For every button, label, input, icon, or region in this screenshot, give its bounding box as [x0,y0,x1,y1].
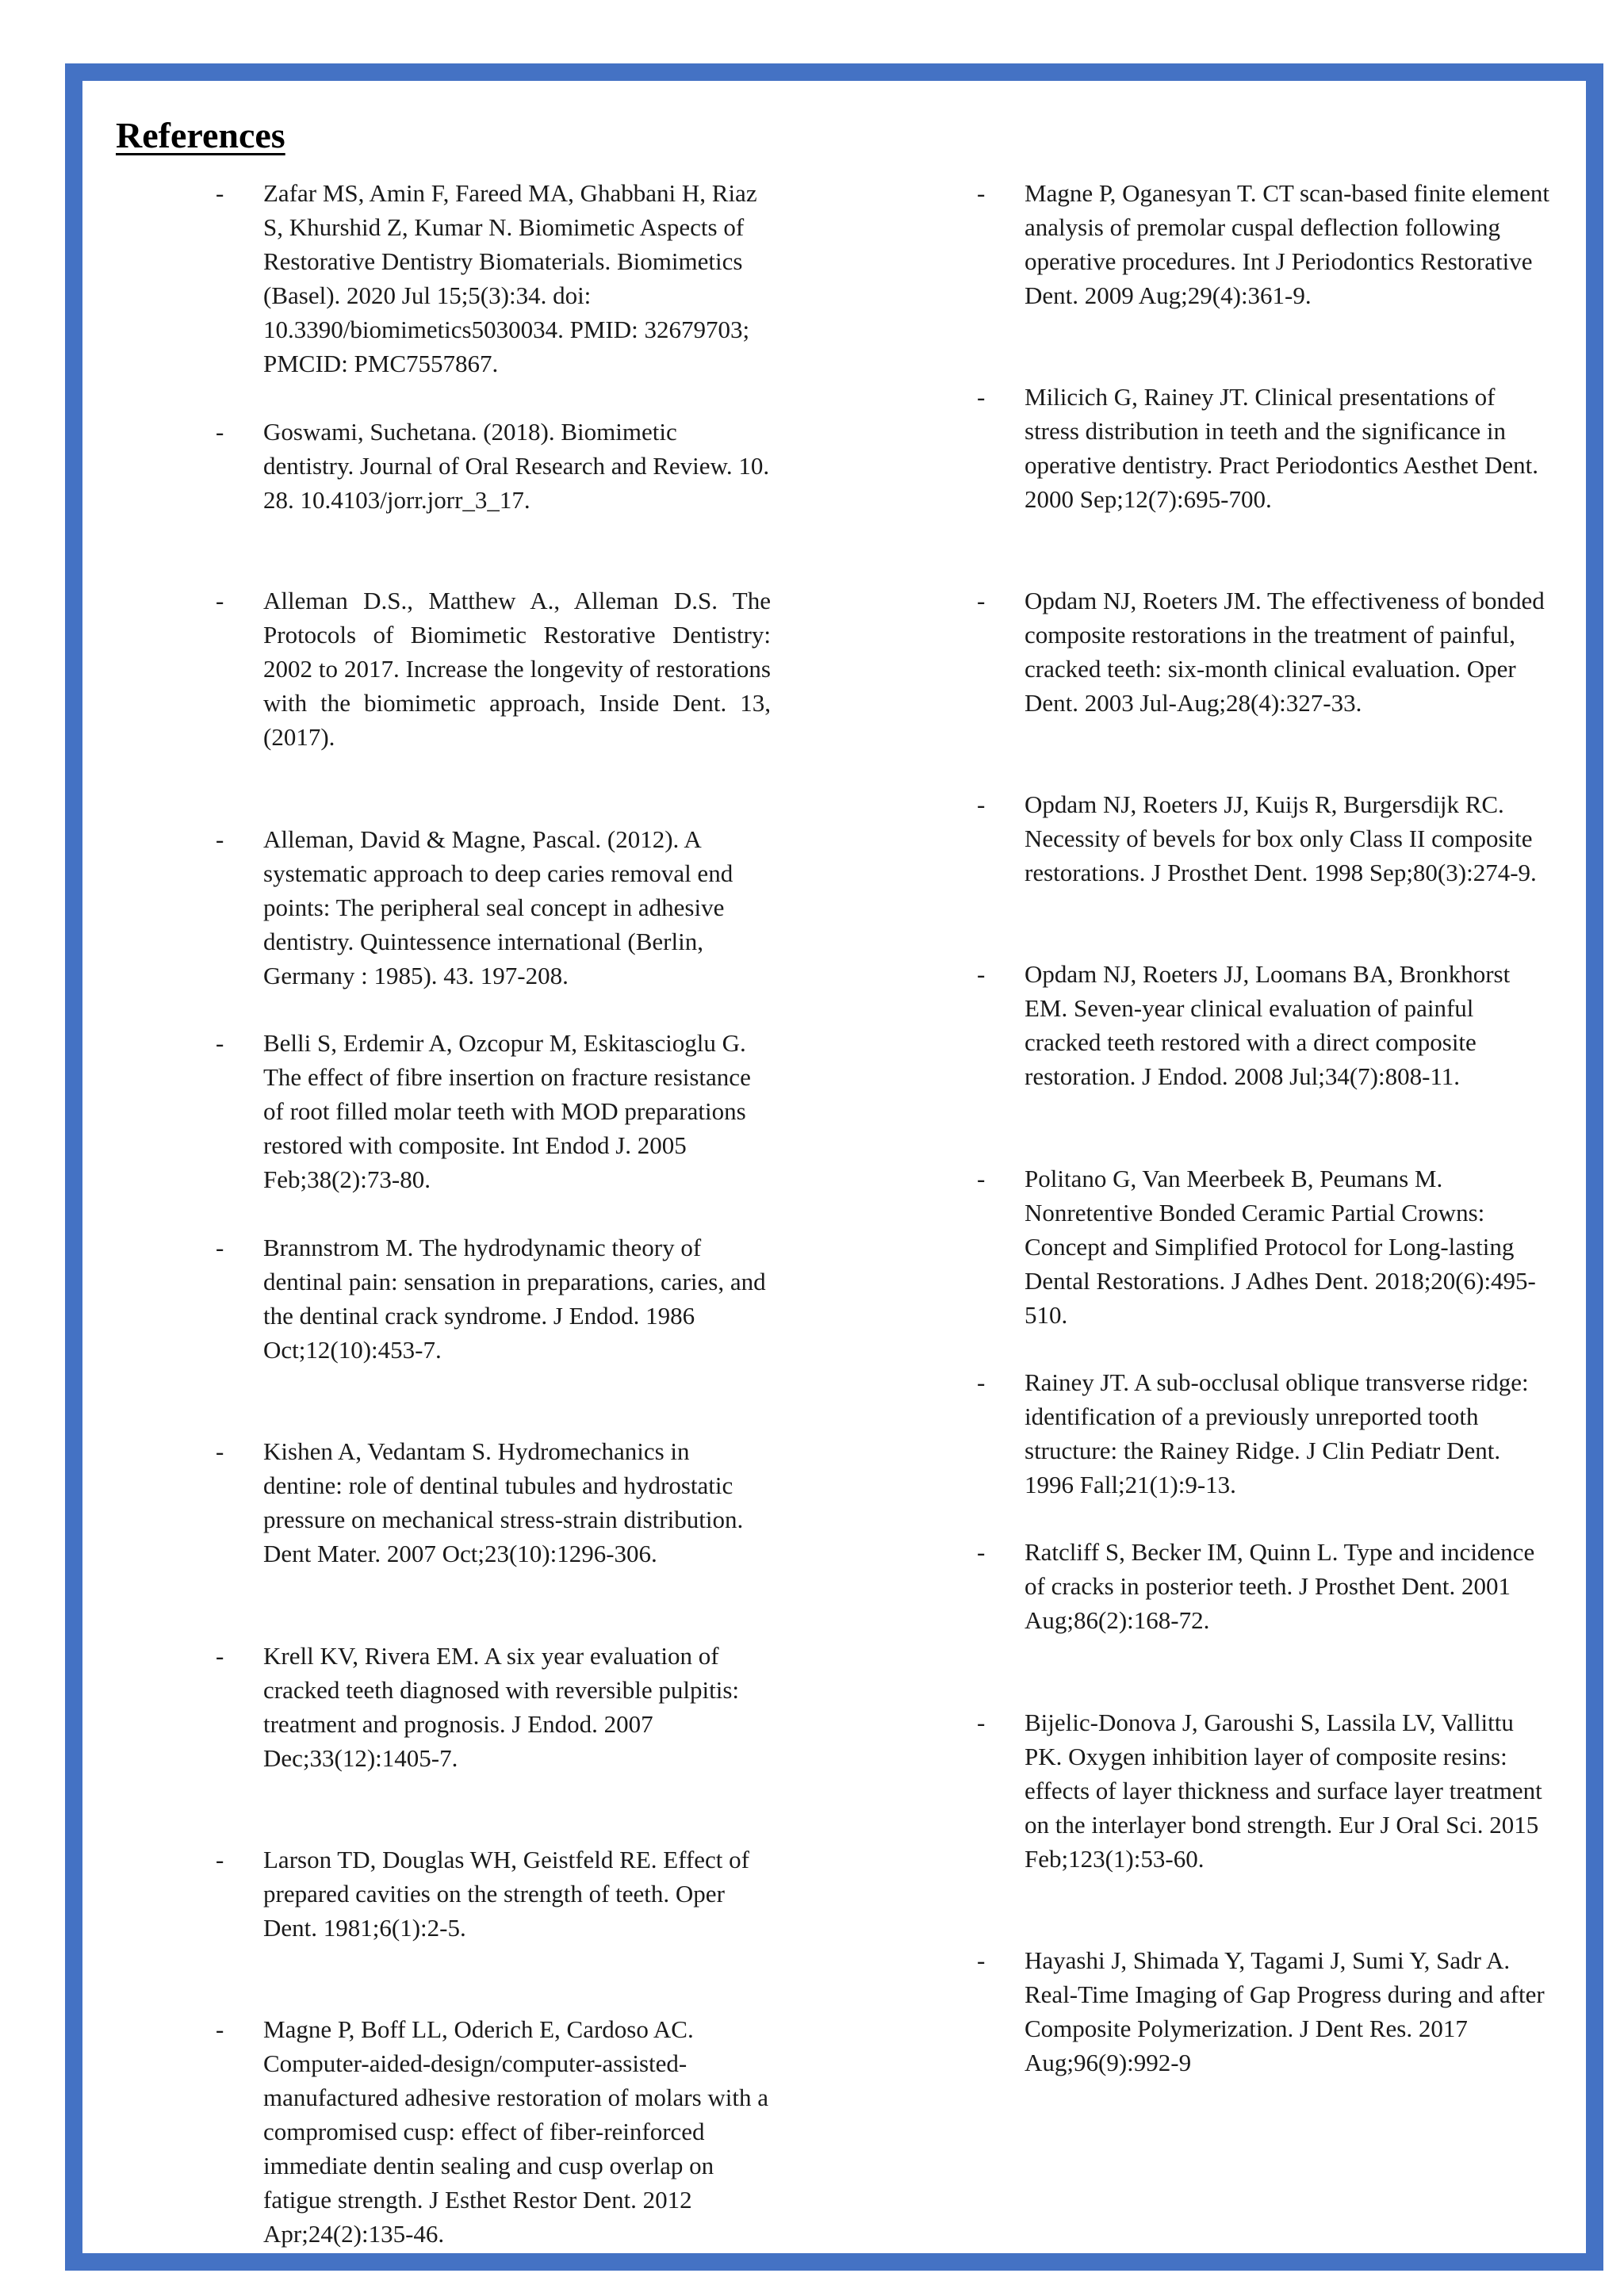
page-border-frame [65,63,1603,2271]
list-dash: - [216,1029,224,1057]
reference-text: Hayashi J, Shimada Y, Tagami J, Sumi Y, Sadr A. Real-Time Imaging of Gap Progress during and after Composite Polymerization. J Dent Res. 2017 Aug;96(9):992-9 [1025,1946,1545,2076]
list-dash: - [216,1642,224,1670]
reference-text: Brannstrom M. The hydrodynamic theory of dentinal pain: sensation in preparations, caries, and the dentinal crack syndrome. J Endod. 1986 Oct;12(10):453-7. [263,1234,766,1364]
reference-text: Krell KV, Rivera EM. A six year evaluation of cracked teeth diagnosed with reversible pulpitis: treatment and prognosis. J Endod. 2007 Dec;33(12):1405-7. [263,1642,740,1772]
reference-text: Magne P, Oganesyan T. CT scan-based finite element analysis of premolar cuspal deflection following operative procedures. Int J Periodontics Restorative Dent. 2009 Aug;29(4):361-9. [1025,179,1550,309]
list-dash: - [216,179,224,207]
reference-text: Politano G, Van Meerbeek B, Peumans M. Nonretentive Bonded Ceramic Partial Crowns: Concept and Simplified Protocol for Long-lasting Dental Restorations. J Adhes Dent. 2018;20(6):495-510. [1025,1165,1536,1329]
reference-text: Kishen A, Vedantam S. Hydromechanics in dentine: role of dentinal tubules and hydrostatic pressure on mechanical stress-strain distribution. Dent Mater. 2007 Oct;23(10):1296-306. [263,1437,744,1567]
list-dash: - [977,1165,986,1192]
list-dash: - [977,179,986,207]
reference-text: Alleman, David & Magne, Pascal. (2012). A systematic approach to deep caries removal end points: The peripheral seal concept in adhesive dentistry. Quintessence international (Berlin, Germany : 1985). 43. 197-208. [263,825,733,989]
list-dash: - [977,1709,986,1736]
reference-text: Alleman D.S., Matthew A., Alleman D.S. The Protocols of Biomimetic Restorative Dentistry: 2002 to 2017. Increase the longevity of restorations with the biomimetic approach, Inside Dent. 13, (2017). [263,587,771,751]
list-dash: - [216,1234,224,1261]
list-dash: - [216,2015,224,2043]
reference-text: Goswami, Suchetana. (2018). Biomimetic dentistry. Journal of Oral Research and Review. 10. 28. 10.4103/jorr.jorr_3_17. [263,418,770,514]
reference-text: Ratcliff S, Becker IM, Quinn L. Type and incidence of cracks in posterior teeth. J Prosthet Dent. 2001 Aug;86(2):168-72. [1025,1538,1535,1634]
list-dash: - [977,587,986,614]
list-dash: - [977,383,986,411]
references-right-column [977,176,1553,2253]
reference-text: Opdam NJ, Roeters JJ, Loomans BA, Bronkhorst EM. Seven-year clinical evaluation of painful cracked teeth restored with a direct composite restoration. J Endod. 2008 Jul;34(7):808-11. [1025,960,1511,1090]
reference-text: Rainey JT. A sub-occlusal oblique transverse ridge: identification of a previously unreported tooth structure: the Rainey Ridge. J Clin Pediatr Dent. 1996 Fall;21(1):9-13. [1025,1368,1529,1498]
list-dash: - [977,790,986,818]
reference-text: Bijelic-Donova J, Garoushi S, Lassila LV, Vallittu PK. Oxygen inhibition layer of composite resins: effects of layer thickness and surface layer treatment on the interlayer bond strength. Eur J Oral Sci. 2015 Feb;123(1):53-60. [1025,1709,1542,1873]
list-dash: - [977,1538,986,1566]
list-dash: - [977,960,986,988]
references-heading: References [116,115,285,155]
list-dash: - [216,825,224,853]
list-dash: - [216,418,224,446]
list-dash: - [977,1368,986,1396]
list-dash: - [216,1437,224,1465]
reference-text: Belli S, Erdemir A, Ozcopur M, Eskitascioglu G. The effect of fibre insertion on fracture resistance of root filled molar teeth with MOD preparations restored with composite. Int Endod J. 2005 Feb;38(2):73-80. [263,1029,751,1193]
references-left-column [216,176,771,2253]
reference-text: Larson TD, Douglas WH, Geistfeld RE. Effect of prepared cavities on the strength of teeth. Oper Dent. 1981;6(1):2-5. [263,1846,749,1942]
list-dash: - [977,1946,986,1974]
list-dash: - [216,587,224,614]
reference-text: Milicich G, Rainey JT. Clinical presentations of stress distribution in teeth and the significance in operative dentistry. Pract Periodontics Aesthet Dent. 2000 Sep;12(7):695-700. [1025,383,1538,513]
list-dash: - [216,1846,224,1873]
reference-text: Magne P, Boff LL, Oderich E, Cardoso AC. Computer-aided-design/computer-assisted-manufactured adhesive restoration of molars with a compromised cusp: effect of fiber-reinforced immediate dentin sealing and cusp overlap on fatigue strength. J Esthet Restor Dent. 2012 Apr;24(2):135-46. [263,2015,768,2248]
reference-text: Opdam NJ, Roeters JM. The effectiveness of bonded composite restorations in the treatment of painful, cracked teeth: six-month clinical evaluation. Oper Dent. 2003 Jul-Aug;28(4):327-33. [1025,587,1545,717]
reference-text: Opdam NJ, Roeters JJ, Kuijs R, Burgersdijk RC. Necessity of bevels for box only Class II composite restorations. J Prosthet Dent. 1998 Sep;80(3):274-9. [1025,790,1537,886]
reference-text: Zafar MS, Amin F, Fareed MA, Ghabbani H, Riaz S, Khurshid Z, Kumar N. Biomimetic Aspects of Restorative Dentistry Biomaterials. Biomimetics (Basel). 2020 Jul 15;5(3):34. doi: 10.3390/biomimetics5030034. PMID: 32679703; PMCID: PMC7557867. [263,179,757,377]
